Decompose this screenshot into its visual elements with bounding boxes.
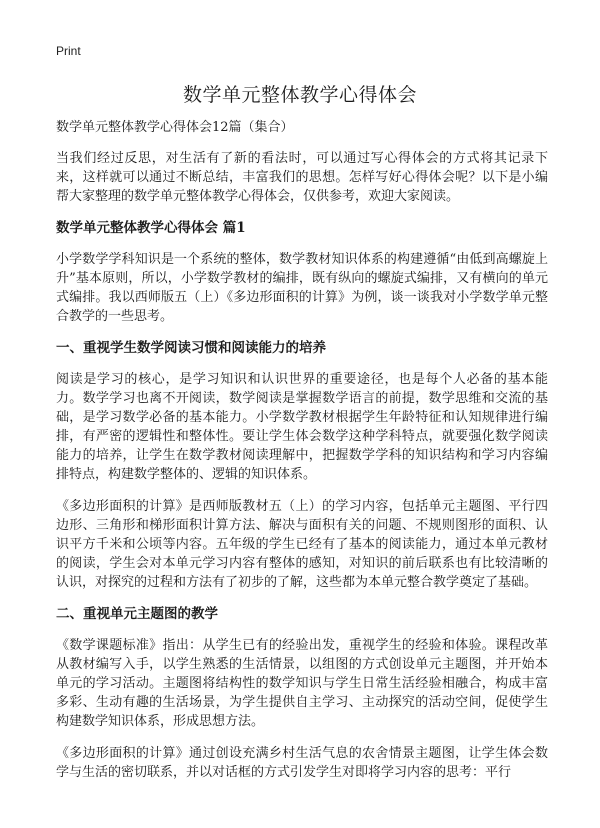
section-title: 数学单元整体教学心得体会 篇1 bbox=[56, 220, 246, 236]
paragraph-3: 《多边形面积的计算》是西师版教材五（上）的学习内容，包括单元主题图、平行四边形、三角形和梯形面积计算方法、解决与面积有关的问题、不规则图形的面积、认识平方千米和公顷等内容。五年级的学生已经有了基本的阅读能力，通过本单元教材的阅读，学生会对本单元学习内容有整体的感知，对知识的前后联系也有比较清晰的认识，对探究的过程和方法有了初步的了解，这些都为本单元整合教学奠定了基础。 bbox=[56, 499, 548, 590]
intro-paragraph: 当我们经过反思，对生活有了新的看法时，可以通过写心得体会的方式将其记录下来，这样就可以通过不断总结，丰富我们的思想。怎样写好心得体会呢？以下是小编帮大家整理的数学单元整体教学心得体会，仅供参考，欢迎大家阅读。 bbox=[56, 151, 548, 204]
print-link[interactable]: Print bbox=[56, 44, 81, 58]
document-subtitle: 数学单元整体教学心得体会12篇（集合） bbox=[56, 120, 294, 135]
document-title: 数学单元整体教学心得体会 bbox=[182, 84, 417, 106]
heading-1: 一、重视学生数学阅读习惯和阅读能力的培养 bbox=[56, 340, 326, 356]
paragraph-5: 《多边形面积的计算》通过创设充满乡村生活气息的农舍情景主题图，让学生体会数学与生活的密切联系，并以对话框的方式引发学生对即将学习内容的思考：平行 bbox=[56, 746, 548, 780]
heading-2: 二、重视单元主题图的教学 bbox=[56, 606, 218, 622]
document-body bbox=[56, 118, 548, 795]
paragraph-1: 小学数学学科知识是一个系统的整体，数学教材知识体系的构建遵循“由低到高螺旋上升”基本原则，所以，小学数学教材的编排，既有纵向的螺旋式编排，又有横向的单元式编排。我以西师版五（上）《多边形面积的计算》为例，谈一谈我对小学数学单元整合教学的一些思考。 bbox=[56, 252, 548, 324]
paragraph-2: 阅读是学习的核心，是学习知识和认识世界的重要途径，也是每个人必备的基本能力。数学学习也离不开阅读，数学阅读是掌握数学语言的前提，数学思维和交流的基础，是学习数学必备的基本能力。小学数学教材根据学生年龄特征和认知规律进行编排，有严密的逻辑性和整体性。要让学生体会数学这种学科特点，就要强化数学阅读能力的培养，让学生在数学教材阅读理解中，把握数学学科的知识结构和学习内容编排特点，构建数学整体的、逻辑的知识体系。 bbox=[56, 372, 548, 482]
paragraph-4: 《数学课题标准》指出：从学生已有的经验出发，重视学生的经验和体验。课程改革从教材编写入手，以学生熟悉的生活情景，以组图的方式创设单元主题图，并开始本单元的学习活动。主题图将结构性的数学知识与学生日常生活经验相融合，构成丰富多彩、生动有趣的生活场景，为学生提供自主学习、主动探究的活动空间，促使学生构建数学知识体系，形成思想方法。 bbox=[56, 638, 548, 729]
